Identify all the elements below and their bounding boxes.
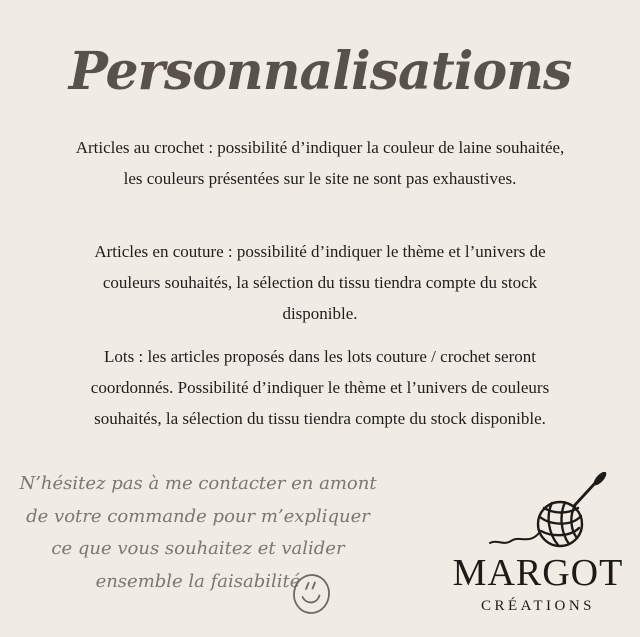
note-line: de votre commande pour m’expliquer: [26, 505, 370, 527]
paragraph-couture: [0, 236, 640, 329]
paragraph-line: couleurs souhaités, la sélection du tissu tiendra compte du stock: [102, 273, 538, 292]
paragraph-line: disponible.: [282, 304, 358, 323]
paragraph-line: les couleurs présentées sur le site ne sont pas exhaustives.: [123, 169, 517, 188]
paragraph-line: Articles en couture : possibilité d’indiquer le thème et l’univers de: [94, 242, 546, 261]
paragraph-line: souhaités, la sélection du tissu tiendra compte du stock disponible.: [94, 409, 546, 428]
hand-drawn-smiley-icon: [289, 570, 335, 618]
paragraph-line: Lots : les articles proposés dans les lots couture / crochet seront: [104, 347, 536, 366]
note-line: N’hésitez pas à me contacter en amont: [19, 473, 377, 494]
note-line: ce que vous souhaitez et valider: [51, 538, 345, 559]
paragraph-crochet: [0, 132, 640, 194]
paragraph-line: coordonnés. Possibilité d’indiquer le thème et l’univers de couleurs: [90, 378, 550, 397]
margot-logo: [440, 472, 636, 615]
note-line: ensemble la faisabilité: [95, 570, 301, 592]
yarn-ball-crochet-hook-icon: [440, 472, 636, 554]
paragraph-line: Articles au crochet : possibilité d’indiquer la couleur de laine souhaitée,: [75, 138, 565, 157]
logo-name: MARGOT: [452, 552, 624, 594]
logo-subtitle: CRÉATIONS: [480, 597, 595, 614]
page-title: Personnalisations: [68, 40, 572, 102]
paragraph-lots: [0, 341, 640, 434]
